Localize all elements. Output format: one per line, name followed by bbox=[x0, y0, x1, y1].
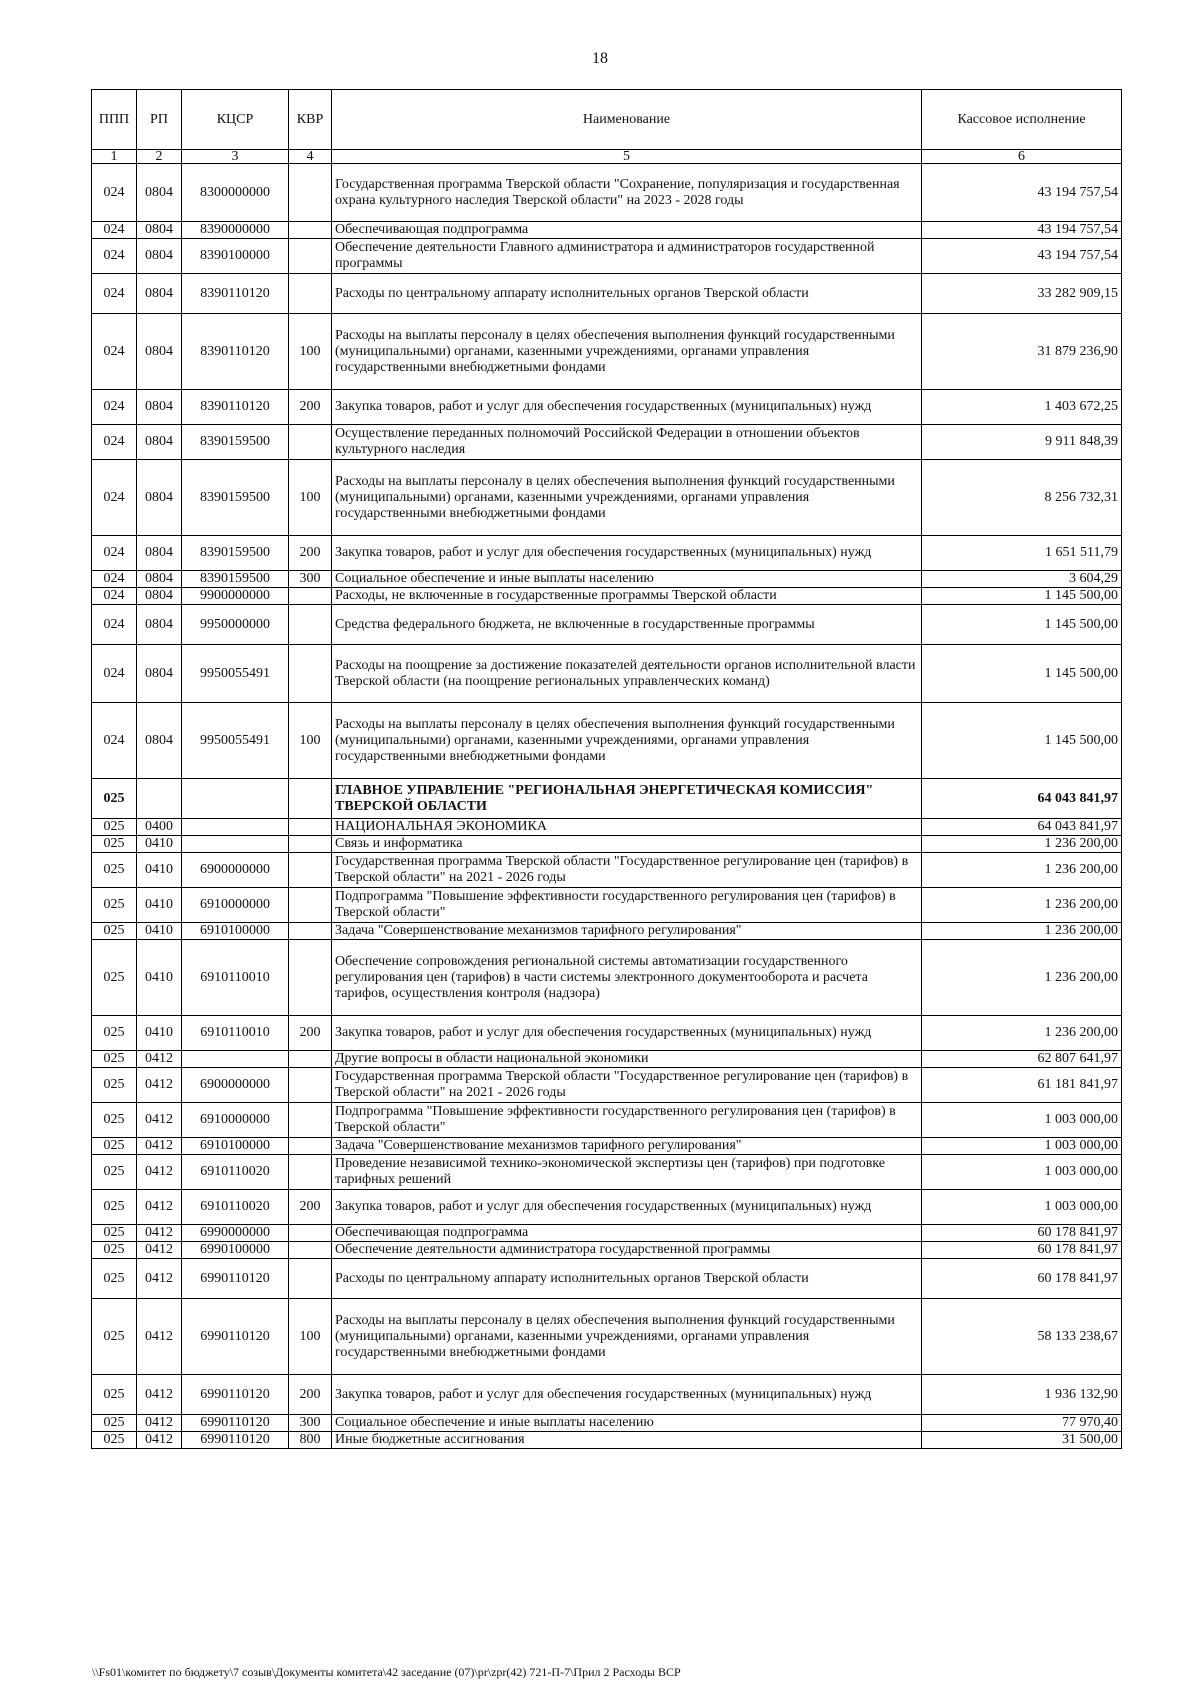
row-name: Проведение независимой технико-экономической экспертизы цен (тарифов) при подготовке тарифных решений bbox=[332, 1155, 922, 1190]
row-kvr: 800 bbox=[289, 1432, 332, 1449]
row-amount: 1 145 500,00 bbox=[922, 605, 1122, 645]
row-amount: 1 651 511,79 bbox=[922, 536, 1122, 571]
header-rp: РП bbox=[137, 90, 182, 150]
row-kcsr: 6990110120 bbox=[182, 1299, 289, 1375]
row-rp: 0412 bbox=[137, 1432, 182, 1449]
table-row bbox=[92, 1299, 1122, 1375]
row-amount: 61 181 841,97 bbox=[922, 1068, 1122, 1103]
row-kvr bbox=[289, 1259, 332, 1299]
row-amount: 33 282 909,15 bbox=[922, 274, 1122, 314]
row-ppp: 025 bbox=[92, 888, 137, 923]
row-amount: 64 043 841,97 bbox=[922, 779, 1122, 819]
row-rp: 0804 bbox=[137, 164, 182, 222]
row-ppp: 025 bbox=[92, 940, 137, 1016]
row-kvr: 200 bbox=[289, 390, 332, 425]
row-amount: 62 807 641,97 bbox=[922, 1051, 1122, 1068]
row-ppp: 024 bbox=[92, 645, 137, 703]
table-row bbox=[92, 1259, 1122, 1299]
row-kvr bbox=[289, 222, 332, 239]
row-amount: 1 236 200,00 bbox=[922, 1016, 1122, 1051]
row-name: Обеспечение сопровождения региональной системы автоматизации государственного регулирования цен (тарифов) в части системы электронного документооборота и расчета тарифов, осуществления контроля (надзора) bbox=[332, 940, 922, 1016]
row-amount: 31 500,00 bbox=[922, 1432, 1122, 1449]
row-ppp: 025 bbox=[92, 853, 137, 888]
row-amount: 1 403 672,25 bbox=[922, 390, 1122, 425]
row-amount: 60 178 841,97 bbox=[922, 1225, 1122, 1242]
row-amount: 8 256 732,31 bbox=[922, 460, 1122, 536]
row-ppp: 024 bbox=[92, 314, 137, 390]
row-ppp: 025 bbox=[92, 1138, 137, 1155]
row-kvr bbox=[289, 888, 332, 923]
table-row bbox=[92, 1103, 1122, 1138]
row-kvr: 300 bbox=[289, 571, 332, 588]
row-amount: 1 236 200,00 bbox=[922, 940, 1122, 1016]
row-name: Государственная программа Тверской области "Государственное регулирование цен (тарифов) в Тверской области" на 2021 - 2026 годы bbox=[332, 853, 922, 888]
row-ppp: 024 bbox=[92, 390, 137, 425]
table-row bbox=[92, 274, 1122, 314]
row-rp: 0804 bbox=[137, 571, 182, 588]
row-kvr bbox=[289, 274, 332, 314]
row-rp: 0412 bbox=[137, 1375, 182, 1415]
row-kcsr: 8390110120 bbox=[182, 390, 289, 425]
table-row bbox=[92, 923, 1122, 940]
row-kvr bbox=[289, 239, 332, 274]
row-name: Другие вопросы в области национальной экономики bbox=[332, 1051, 922, 1068]
table-row bbox=[92, 605, 1122, 645]
row-amount: 43 194 757,54 bbox=[922, 222, 1122, 239]
row-ppp: 025 bbox=[92, 1155, 137, 1190]
row-kcsr: 8390159500 bbox=[182, 536, 289, 571]
row-rp: 0412 bbox=[137, 1259, 182, 1299]
table-row bbox=[92, 853, 1122, 888]
row-rp: 0410 bbox=[137, 923, 182, 940]
row-rp: 0804 bbox=[137, 645, 182, 703]
row-name: Расходы на выплаты персоналу в целях обеспечения выполнения функций государственными (муниципальными) органами, казенными учреждениями, органами управления государственными внебюджетными фондами bbox=[332, 1299, 922, 1375]
row-amount: 58 133 238,67 bbox=[922, 1299, 1122, 1375]
table-row bbox=[92, 222, 1122, 239]
row-kcsr: 6900000000 bbox=[182, 853, 289, 888]
row-amount: 1 145 500,00 bbox=[922, 645, 1122, 703]
row-ppp: 025 bbox=[92, 836, 137, 853]
row-ppp: 025 bbox=[92, 819, 137, 836]
row-kcsr: 6900000000 bbox=[182, 1068, 289, 1103]
row-kcsr: 8390100000 bbox=[182, 239, 289, 274]
table-row bbox=[92, 571, 1122, 588]
row-name: Расходы на выплаты персоналу в целях обеспечения выполнения функций государственными (муниципальными) органами, казенными учреждениями, органами управления государственными внебюджетными фондами bbox=[332, 314, 922, 390]
row-kcsr: 8390159500 bbox=[182, 425, 289, 460]
table-row bbox=[92, 1051, 1122, 1068]
table-body bbox=[92, 164, 1122, 1449]
row-rp: 0400 bbox=[137, 819, 182, 836]
row-name: Подпрограмма "Повышение эффективности государственного регулирования цен (тарифов) в Тверской области" bbox=[332, 888, 922, 923]
table-row bbox=[92, 1375, 1122, 1415]
row-kcsr bbox=[182, 779, 289, 819]
row-name: Закупка товаров, работ и услуг для обеспечения государственных (муниципальных) нужд bbox=[332, 1190, 922, 1225]
row-amount: 1 236 200,00 bbox=[922, 853, 1122, 888]
row-kvr: 100 bbox=[289, 314, 332, 390]
row-kcsr: 6990000000 bbox=[182, 1225, 289, 1242]
row-rp: 0412 bbox=[137, 1225, 182, 1242]
table-row bbox=[92, 1190, 1122, 1225]
row-ppp: 024 bbox=[92, 605, 137, 645]
header-kcsr: КЦСР bbox=[182, 90, 289, 150]
row-rp: 0412 bbox=[137, 1051, 182, 1068]
row-amount: 43 194 757,54 bbox=[922, 239, 1122, 274]
row-kcsr: 6910100000 bbox=[182, 1138, 289, 1155]
row-amount: 1 936 132,90 bbox=[922, 1375, 1122, 1415]
row-ppp: 025 bbox=[92, 1225, 137, 1242]
row-name: Расходы на выплаты персоналу в целях обеспечения выполнения функций государственными (муниципальными) органами, казенными учреждениями, органами управления государственными внебюджетными фондами bbox=[332, 703, 922, 779]
row-amount: 1 145 500,00 bbox=[922, 588, 1122, 605]
row-ppp: 025 bbox=[92, 1051, 137, 1068]
row-name: Закупка товаров, работ и услуг для обеспечения государственных (муниципальных) нужд bbox=[332, 1375, 922, 1415]
row-ppp: 024 bbox=[92, 274, 137, 314]
column-number: 5 bbox=[332, 150, 922, 164]
row-rp: 0412 bbox=[137, 1299, 182, 1375]
table-header-row bbox=[92, 90, 1122, 150]
row-kvr bbox=[289, 853, 332, 888]
row-rp: 0410 bbox=[137, 1016, 182, 1051]
row-kvr bbox=[289, 940, 332, 1016]
row-name: Обеспечение деятельности Главного администратора и администраторов государственной программы bbox=[332, 239, 922, 274]
row-amount: 43 194 757,54 bbox=[922, 164, 1122, 222]
row-ppp: 025 bbox=[92, 1259, 137, 1299]
row-ppp: 024 bbox=[92, 588, 137, 605]
row-name: Расходы, не включенные в государственные программы Тверской области bbox=[332, 588, 922, 605]
row-rp: 0804 bbox=[137, 703, 182, 779]
table-row bbox=[92, 1016, 1122, 1051]
row-kvr bbox=[289, 1138, 332, 1155]
row-ppp: 025 bbox=[92, 1103, 137, 1138]
table-row bbox=[92, 779, 1122, 819]
row-kcsr bbox=[182, 1051, 289, 1068]
row-rp: 0804 bbox=[137, 605, 182, 645]
row-kvr bbox=[289, 923, 332, 940]
column-number-row bbox=[92, 150, 1122, 164]
row-rp: 0804 bbox=[137, 390, 182, 425]
row-kcsr: 8390110120 bbox=[182, 274, 289, 314]
table-row bbox=[92, 819, 1122, 836]
table-row bbox=[92, 1068, 1122, 1103]
table-row bbox=[92, 1225, 1122, 1242]
row-rp: 0412 bbox=[137, 1068, 182, 1103]
row-rp: 0412 bbox=[137, 1415, 182, 1432]
row-ppp: 025 bbox=[92, 1375, 137, 1415]
row-amount: 60 178 841,97 bbox=[922, 1259, 1122, 1299]
row-kvr: 200 bbox=[289, 536, 332, 571]
row-kvr: 100 bbox=[289, 703, 332, 779]
row-kcsr: 8300000000 bbox=[182, 164, 289, 222]
row-kcsr: 6910110020 bbox=[182, 1155, 289, 1190]
row-kvr bbox=[289, 425, 332, 460]
header-kvr: КВР bbox=[289, 90, 332, 150]
table-row bbox=[92, 239, 1122, 274]
table-row bbox=[92, 1155, 1122, 1190]
row-name: Государственная программа Тверской области "Сохранение, популяризация и государственная охрана культурного наследия Тверской области" на 2023 - 2028 годы bbox=[332, 164, 922, 222]
row-kvr bbox=[289, 836, 332, 853]
row-ppp: 025 bbox=[92, 1432, 137, 1449]
row-name: Расходы на выплаты персоналу в целях обеспечения выполнения функций государственными (муниципальными) органами, казенными учреждениями, органами управления государственными внебюджетными фондами bbox=[332, 460, 922, 536]
row-ppp: 024 bbox=[92, 571, 137, 588]
footer-file-path: \\Fs01\комитет по бюджету\7 созыв\Документы комитета\42 заседание (07)\pr\zpr(42) 721-П-7\Прил 2 Расходы ВСР bbox=[92, 1665, 681, 1679]
row-amount: 1 145 500,00 bbox=[922, 703, 1122, 779]
row-kvr bbox=[289, 645, 332, 703]
row-name: НАЦИОНАЛЬНАЯ ЭКОНОМИКА bbox=[332, 819, 922, 836]
row-rp bbox=[137, 779, 182, 819]
table-row bbox=[92, 940, 1122, 1016]
row-kvr: 200 bbox=[289, 1190, 332, 1225]
row-rp: 0804 bbox=[137, 425, 182, 460]
row-amount: 1 003 000,00 bbox=[922, 1155, 1122, 1190]
row-kvr: 100 bbox=[289, 1299, 332, 1375]
row-name: Подпрограмма "Повышение эффективности государственного регулирования цен (тарифов) в Тверской области" bbox=[332, 1103, 922, 1138]
row-ppp: 024 bbox=[92, 222, 137, 239]
row-name: Осуществление переданных полномочий Российской Федерации в отношении объектов культурного наследия bbox=[332, 425, 922, 460]
row-rp: 0804 bbox=[137, 222, 182, 239]
row-ppp: 024 bbox=[92, 239, 137, 274]
row-ppp: 025 bbox=[92, 923, 137, 940]
row-rp: 0410 bbox=[137, 836, 182, 853]
row-amount: 3 604,29 bbox=[922, 571, 1122, 588]
row-name: Обеспечивающая подпрограмма bbox=[332, 1225, 922, 1242]
row-ppp: 025 bbox=[92, 1415, 137, 1432]
table-row bbox=[92, 314, 1122, 390]
row-kcsr: 6910110010 bbox=[182, 1016, 289, 1051]
table-row bbox=[92, 536, 1122, 571]
column-number: 3 bbox=[182, 150, 289, 164]
row-kvr: 200 bbox=[289, 1375, 332, 1415]
row-name: Задача "Совершенствование механизмов тарифного регулирования" bbox=[332, 923, 922, 940]
row-rp: 0410 bbox=[137, 888, 182, 923]
table-row bbox=[92, 1415, 1122, 1432]
row-name: Государственная программа Тверской области "Государственное регулирование цен (тарифов) в Тверской области" на 2021 - 2026 годы bbox=[332, 1068, 922, 1103]
row-amount: 1 003 000,00 bbox=[922, 1190, 1122, 1225]
table-row bbox=[92, 588, 1122, 605]
row-name: Связь и информатика bbox=[332, 836, 922, 853]
table-row bbox=[92, 425, 1122, 460]
row-rp: 0412 bbox=[137, 1138, 182, 1155]
row-amount: 1 003 000,00 bbox=[922, 1103, 1122, 1138]
row-kvr bbox=[289, 1225, 332, 1242]
row-kcsr: 6990110120 bbox=[182, 1259, 289, 1299]
row-amount: 9 911 848,39 bbox=[922, 425, 1122, 460]
table-row bbox=[92, 1138, 1122, 1155]
header-amount: Кассовое исполнение bbox=[922, 90, 1122, 150]
row-kcsr: 6910100000 bbox=[182, 923, 289, 940]
row-ppp: 024 bbox=[92, 703, 137, 779]
table-row bbox=[92, 1242, 1122, 1259]
header-ppp: ППП bbox=[92, 90, 137, 150]
row-rp: 0804 bbox=[137, 588, 182, 605]
row-rp: 0804 bbox=[137, 536, 182, 571]
row-amount: 1 236 200,00 bbox=[922, 888, 1122, 923]
row-ppp: 024 bbox=[92, 536, 137, 571]
row-kvr bbox=[289, 588, 332, 605]
row-ppp: 024 bbox=[92, 164, 137, 222]
table-row bbox=[92, 460, 1122, 536]
row-kvr bbox=[289, 1242, 332, 1259]
column-number: 4 bbox=[289, 150, 332, 164]
row-kcsr: 8390110120 bbox=[182, 314, 289, 390]
row-rp: 0410 bbox=[137, 853, 182, 888]
row-rp: 0804 bbox=[137, 239, 182, 274]
row-rp: 0804 bbox=[137, 314, 182, 390]
row-rp: 0804 bbox=[137, 274, 182, 314]
row-rp: 0412 bbox=[137, 1103, 182, 1138]
row-ppp: 025 bbox=[92, 779, 137, 819]
row-kcsr: 9900000000 bbox=[182, 588, 289, 605]
row-kcsr: 6990110120 bbox=[182, 1432, 289, 1449]
row-kvr bbox=[289, 819, 332, 836]
column-number: 2 bbox=[137, 150, 182, 164]
row-kvr: 200 bbox=[289, 1016, 332, 1051]
row-kvr bbox=[289, 164, 332, 222]
row-kvr bbox=[289, 1103, 332, 1138]
row-ppp: 024 bbox=[92, 425, 137, 460]
row-kcsr: 9950055491 bbox=[182, 703, 289, 779]
row-kcsr: 6910000000 bbox=[182, 1103, 289, 1138]
row-kcsr: 6910110020 bbox=[182, 1190, 289, 1225]
row-kvr bbox=[289, 1068, 332, 1103]
table-row bbox=[92, 164, 1122, 222]
table-row bbox=[92, 836, 1122, 853]
row-rp: 0804 bbox=[137, 460, 182, 536]
column-number: 1 bbox=[92, 150, 137, 164]
row-kcsr: 6910110010 bbox=[182, 940, 289, 1016]
table-row bbox=[92, 703, 1122, 779]
row-amount: 31 879 236,90 bbox=[922, 314, 1122, 390]
row-name: Расходы по центральному аппарату исполнительных органов Тверской области bbox=[332, 274, 922, 314]
row-amount: 1 003 000,00 bbox=[922, 1138, 1122, 1155]
row-kvr: 100 bbox=[289, 460, 332, 536]
row-kcsr: 6910000000 bbox=[182, 888, 289, 923]
table-row bbox=[92, 1432, 1122, 1449]
row-kvr bbox=[289, 605, 332, 645]
row-rp: 0412 bbox=[137, 1190, 182, 1225]
row-name: Закупка товаров, работ и услуг для обеспечения государственных (муниципальных) нужд bbox=[332, 1016, 922, 1051]
row-name: Иные бюджетные ассигнования bbox=[332, 1432, 922, 1449]
row-name: Расходы по центральному аппарату исполнительных органов Тверской области bbox=[332, 1259, 922, 1299]
row-name: Обеспечивающая подпрограмма bbox=[332, 222, 922, 239]
row-kcsr: 9950000000 bbox=[182, 605, 289, 645]
table-row bbox=[92, 645, 1122, 703]
row-ppp: 025 bbox=[92, 1242, 137, 1259]
row-ppp: 025 bbox=[92, 1068, 137, 1103]
row-kvr bbox=[289, 1051, 332, 1068]
row-ppp: 025 bbox=[92, 1299, 137, 1375]
row-kcsr: 6990100000 bbox=[182, 1242, 289, 1259]
table-row bbox=[92, 888, 1122, 923]
row-amount: 77 970,40 bbox=[922, 1415, 1122, 1432]
row-rp: 0410 bbox=[137, 940, 182, 1016]
row-kvr bbox=[289, 1155, 332, 1190]
header-name: Наименование bbox=[332, 90, 922, 150]
row-name: Закупка товаров, работ и услуг для обеспечения государственных (муниципальных) нужд bbox=[332, 390, 922, 425]
row-name: ГЛАВНОЕ УПРАВЛЕНИЕ "РЕГИОНАЛЬНАЯ ЭНЕРГЕТИЧЕСКАЯ КОМИССИЯ" ТВЕРСКОЙ ОБЛАСТИ bbox=[332, 779, 922, 819]
row-kcsr: 9950055491 bbox=[182, 645, 289, 703]
row-name: Средства федерального бюджета, не включенные в государственные программы bbox=[332, 605, 922, 645]
row-ppp: 024 bbox=[92, 460, 137, 536]
row-kvr: 300 bbox=[289, 1415, 332, 1432]
row-rp: 0412 bbox=[137, 1242, 182, 1259]
row-amount: 60 178 841,97 bbox=[922, 1242, 1122, 1259]
budget-table bbox=[91, 89, 1122, 1449]
row-amount: 1 236 200,00 bbox=[922, 836, 1122, 853]
row-kcsr bbox=[182, 836, 289, 853]
row-kvr bbox=[289, 779, 332, 819]
row-kcsr: 8390000000 bbox=[182, 222, 289, 239]
row-name: Социальное обеспечение и иные выплаты населению bbox=[332, 1415, 922, 1432]
row-ppp: 025 bbox=[92, 1016, 137, 1051]
row-rp: 0412 bbox=[137, 1155, 182, 1190]
row-amount: 64 043 841,97 bbox=[922, 819, 1122, 836]
table-row bbox=[92, 390, 1122, 425]
row-name: Обеспечение деятельности администратора государственной программы bbox=[332, 1242, 922, 1259]
row-name: Социальное обеспечение и иные выплаты населению bbox=[332, 571, 922, 588]
row-amount: 1 236 200,00 bbox=[922, 923, 1122, 940]
row-ppp: 025 bbox=[92, 1190, 137, 1225]
page-number: 18 bbox=[592, 50, 608, 67]
row-name: Расходы на поощрение за достижение показателей деятельности органов исполнительной власти Тверской области (на поощрение региональных управленческих команд) bbox=[332, 645, 922, 703]
row-kcsr bbox=[182, 819, 289, 836]
row-kcsr: 6990110120 bbox=[182, 1415, 289, 1432]
row-kcsr: 8390159500 bbox=[182, 571, 289, 588]
row-name: Закупка товаров, работ и услуг для обеспечения государственных (муниципальных) нужд bbox=[332, 536, 922, 571]
row-kcsr: 6990110120 bbox=[182, 1375, 289, 1415]
row-name: Задача "Совершенствование механизмов тарифного регулирования" bbox=[332, 1138, 922, 1155]
column-number: 6 bbox=[922, 150, 1122, 164]
row-kcsr: 8390159500 bbox=[182, 460, 289, 536]
